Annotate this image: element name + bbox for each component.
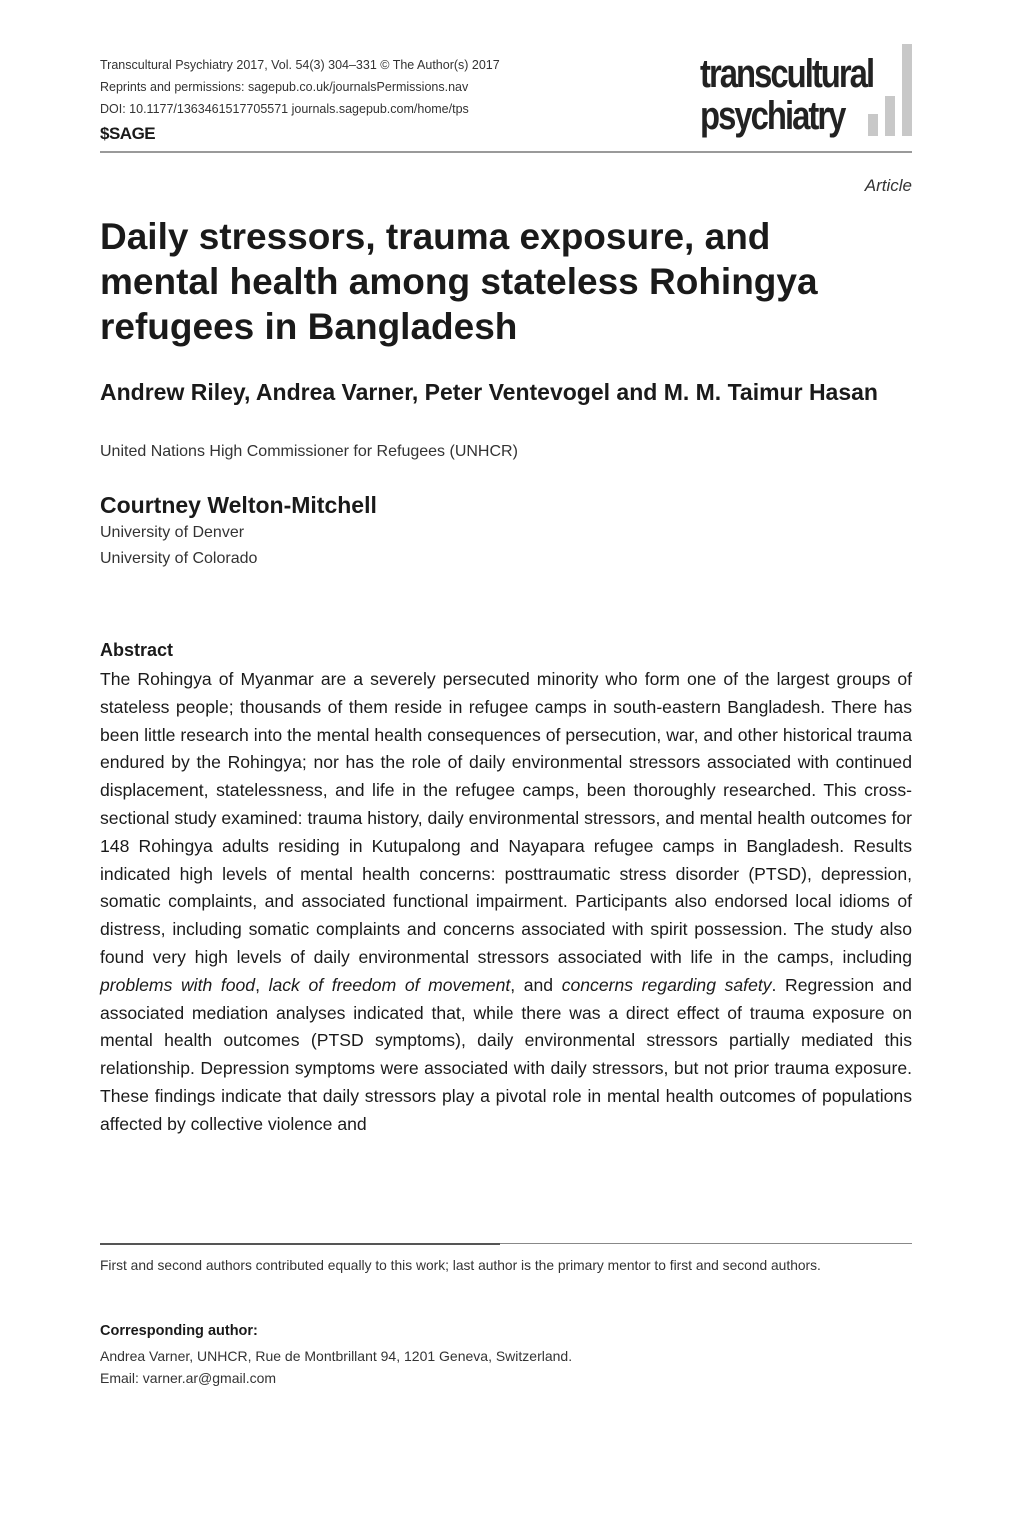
corresponding-address: Andrea Varner, UNHCR, Rue de Montbrillant 94, 1201 Geneva, Switzerland. xyxy=(100,1348,573,1364)
logo-bar xyxy=(902,44,912,136)
author-name: Courtney Welton-Mitchell xyxy=(100,492,377,518)
journal-logo-word-2: psychiatry xyxy=(700,94,845,138)
author-list: Andrew Riley, Andrea Varner, Peter Ventevogel and M. M. Taimur Hasan xyxy=(100,379,878,405)
abstract-text: The Rohingya of Myanmar are a severely persecuted minority who form one of the largest groups of stateless people; thousands of them reside in refugee camps in south-eastern Bangladesh. There has been little research into the mental health consequences of persecution, war, and other historical trauma endured by the Rohingya; nor has the role of daily environmental stressors associated with continued displacement, statelessness, and life in the refugee camps, been thoroughly researched. This cross-sectional study examined: trauma history, daily environmental stressors, and mental health outcomes for 148 Rohingya adults residing in Kutupalong and Nayapara refugee camps in Bangladesh. Results indicated high levels of mental health concerns: posttraumatic stress disorder (PTSD), depression, somatic complaints, and associated functional impairment. Participants also endorsed local idioms of distress, including somatic complaints and concerns associated with spirit possession. The study also found very high levels of daily environmental stressors associated with life in the camps, including problems with food, lack of freedom of movement, and concerns regarding safety. Regression and associated mediation analyses indicated that, while there was a direct effect of trauma exposure on mental health outcomes (PTSD symptoms), daily environmental stressors partially mediated this relationship. Depression symptoms were associated with daily stressors, but not prior trauma exposure. These findings indicate that daily stressors play a pivotal role in mental health outcomes of populations affected by collective violence and xyxy=(100,669,912,1134)
abstract-heading: Abstract xyxy=(100,640,174,660)
logo-bar xyxy=(885,96,895,136)
affiliation-colorado: University of Colorado xyxy=(100,550,258,567)
journal-logo xyxy=(700,48,912,140)
affiliation-unhcr: United Nations High Commissioner for Refugees (UNHCR) xyxy=(100,443,518,460)
doi-line[interactable]: DOI: 10.1177/1363461517705571 journals.sagepub.com/home/tps xyxy=(100,102,469,116)
journal-citation-block xyxy=(100,54,500,120)
sage-logo: $SAGE xyxy=(100,124,156,143)
permissions-line[interactable]: Reprints and permissions: sagepub.co.uk/journalsPermissions.nav xyxy=(100,80,469,94)
affiliation-denver: University of Denver xyxy=(100,524,245,541)
sage-mark-icon: $ xyxy=(100,124,109,143)
corresponding-email[interactable]: Email: varner.ar@gmail.com xyxy=(100,1370,277,1386)
footnote-divider-accent xyxy=(100,1243,500,1245)
corresponding-author-heading: Corresponding author: xyxy=(100,1323,258,1339)
citation-line: Transcultural Psychiatry 2017, Vol. 54(3) 304–331 © The Author(s) 2017 xyxy=(100,58,500,72)
header-divider xyxy=(100,151,912,153)
article-type-label: Article xyxy=(864,176,912,195)
article-title: Daily stressors, trauma exposure, and mental health among stateless Rohingya refugees in Bangladesh xyxy=(100,216,818,347)
logo-bar xyxy=(868,114,878,136)
journal-logo-word-1: transcultural xyxy=(700,52,874,96)
author-contribution-note: First and second authors contributed equally to this work; last author is the primary mentor to first and second authors. xyxy=(100,1258,821,1273)
